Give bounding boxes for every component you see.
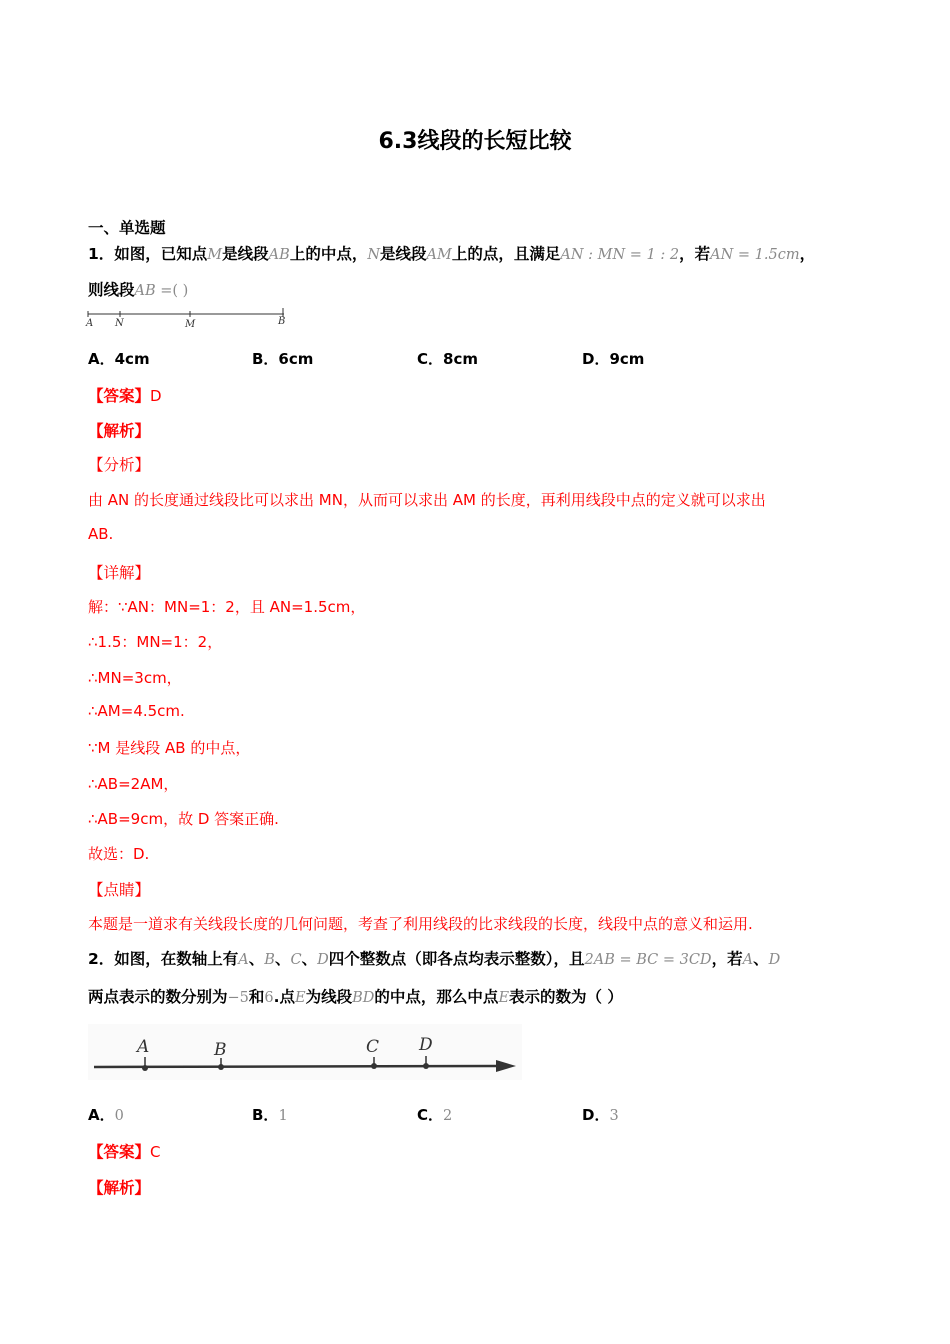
q1-text: 则线段 bbox=[88, 281, 135, 299]
q2-text: 的中点，那么中点 bbox=[374, 988, 499, 1006]
q2-text: 、 bbox=[301, 950, 318, 968]
q2-text: .点 bbox=[273, 988, 296, 1006]
q1-option-a: A．4cm bbox=[88, 350, 150, 368]
q2-text: 、 bbox=[753, 950, 769, 968]
label-b: B bbox=[278, 316, 286, 327]
q2-text: 四个整数点（即各点均表示整数），且 bbox=[328, 950, 585, 968]
answer-tag: 【答案】 bbox=[88, 1143, 151, 1161]
q2-math: BD bbox=[352, 990, 375, 1006]
q2-math: 2AB = BC = 3CD bbox=[584, 952, 712, 968]
q1-option-b: B．6cm bbox=[252, 350, 314, 368]
option-letter: D． bbox=[582, 1106, 610, 1124]
option-value: 1 bbox=[278, 1108, 288, 1124]
q2-math: E bbox=[295, 990, 306, 1006]
q1-option-c: C．8cm bbox=[417, 350, 478, 368]
q1-math: AN = 1.5cm bbox=[710, 247, 800, 263]
q2-math: D bbox=[317, 952, 329, 968]
fenxi-text-line-1: 由 AN 的长度通过线段比可以求出 MN，从而可以求出 AM 的长度，再利用线段中点的定义就可以求出 bbox=[88, 491, 766, 509]
q2-text: 两点表示的数分别为 bbox=[88, 988, 228, 1006]
q1-math: ( ) bbox=[172, 283, 189, 299]
q1-text: 上的点，且满足 bbox=[451, 245, 561, 263]
q1-math: AN : MN = 1 : 2 bbox=[560, 247, 680, 263]
q1-math: N bbox=[367, 247, 381, 263]
q1-text: ， bbox=[799, 245, 816, 263]
label-a: A bbox=[86, 318, 94, 329]
q2-math: −5 bbox=[227, 990, 249, 1006]
fenxi-tag: 【分析】 bbox=[88, 456, 151, 474]
q2-number-line-figure bbox=[88, 1024, 522, 1080]
q2-math: A bbox=[742, 952, 754, 968]
detail-line: ∵M 是线段 AB 的中点， bbox=[88, 739, 251, 757]
label-a: A bbox=[137, 1037, 150, 1057]
fenxi-text-line-2: AB. bbox=[88, 525, 114, 543]
detail-line: ∴AM=4.5cm. bbox=[88, 702, 185, 720]
q2-text: 、 bbox=[274, 950, 291, 968]
q2-option-d bbox=[582, 1104, 619, 1125]
point-d bbox=[423, 1063, 429, 1069]
dianjing-tag: 【点睛】 bbox=[88, 881, 151, 899]
q2-math: 6 bbox=[264, 990, 274, 1006]
q1-text: 是线段 bbox=[222, 245, 269, 263]
figure-background bbox=[88, 1024, 522, 1080]
q1-math: AB = bbox=[134, 283, 173, 299]
q1-answer bbox=[88, 384, 162, 406]
detail-line: ∴1.5：MN=1：2， bbox=[88, 633, 223, 651]
detail-line: ∴AB=2AM， bbox=[88, 775, 179, 793]
answer-value: D bbox=[150, 387, 162, 405]
q2-math: C bbox=[290, 952, 302, 968]
q1-option-d: D．9cm bbox=[582, 350, 645, 368]
section-heading: 一、单选题 bbox=[88, 219, 166, 237]
number-line-axis bbox=[94, 1066, 498, 1067]
option-value: 0 bbox=[114, 1108, 124, 1124]
label-c: C bbox=[366, 1037, 380, 1057]
label-d: D bbox=[419, 1035, 433, 1055]
q2-text: ，若 bbox=[711, 950, 743, 968]
q1-text: 是线段 bbox=[380, 245, 427, 263]
q2-math: A bbox=[238, 952, 249, 968]
question-2-line-2 bbox=[88, 985, 623, 1007]
option-letter: B． bbox=[252, 1106, 279, 1124]
answer-tag: 【答案】 bbox=[88, 387, 151, 405]
option-letter: A． bbox=[88, 1106, 115, 1124]
q1-math: AB bbox=[268, 247, 290, 263]
analysis-tag: 【解析】 bbox=[88, 422, 151, 440]
q2-text: 2．如图，在数轴上有 bbox=[88, 950, 239, 968]
point-a bbox=[142, 1065, 148, 1071]
option-letter: C． bbox=[417, 1106, 444, 1124]
q2-answer bbox=[88, 1140, 161, 1162]
option-value: 3 bbox=[609, 1108, 619, 1124]
option-value: 2 bbox=[443, 1108, 453, 1124]
q1-math: M bbox=[207, 247, 223, 263]
question-1-line-2 bbox=[88, 278, 188, 300]
point-b bbox=[218, 1064, 224, 1070]
q1-math: AM bbox=[426, 247, 452, 263]
detail-line: ∴AB=9cm，故 D 答案正确. bbox=[88, 810, 279, 828]
q1-segment-figure bbox=[84, 304, 294, 330]
q1-text: 1．如图，已知点 bbox=[88, 245, 208, 263]
q2-text: 为线段 bbox=[305, 988, 353, 1006]
q2-option-c bbox=[417, 1104, 452, 1125]
analysis-tag: 【解析】 bbox=[88, 1179, 151, 1197]
label-b: B bbox=[214, 1040, 227, 1060]
question-2-line-1 bbox=[88, 947, 780, 969]
q2-math: D bbox=[768, 952, 781, 968]
detail-line: 解：∵AN：MN=1：2，且 AN=1.5cm， bbox=[88, 598, 366, 616]
q2-option-a bbox=[88, 1104, 124, 1125]
q2-text: 表示的数为（ ） bbox=[509, 988, 623, 1006]
page-title: 6.3线段的长短比较 bbox=[378, 129, 572, 154]
detail-line: 故选：D. bbox=[88, 845, 150, 863]
q1-text: ，若 bbox=[679, 245, 711, 263]
label-m: M bbox=[185, 319, 196, 330]
q2-option-b bbox=[252, 1104, 288, 1125]
q2-math: B bbox=[264, 952, 275, 968]
detail-tag: 【详解】 bbox=[88, 564, 151, 582]
detail-line: ∴MN=3cm， bbox=[88, 669, 182, 687]
dianjing-text: 本题是一道求有关线段长度的几何问题，考查了利用线段的比求线段的长度，线段中点的意义和运用. bbox=[88, 915, 753, 933]
q2-text: 和 bbox=[248, 988, 265, 1006]
question-1-line-1 bbox=[88, 242, 815, 264]
label-n: N bbox=[115, 318, 124, 329]
q2-text: 、 bbox=[248, 950, 265, 968]
q2-math: E bbox=[498, 990, 510, 1006]
point-c bbox=[371, 1063, 377, 1069]
answer-value: C bbox=[150, 1143, 161, 1161]
q1-text: 上的中点， bbox=[289, 245, 368, 263]
